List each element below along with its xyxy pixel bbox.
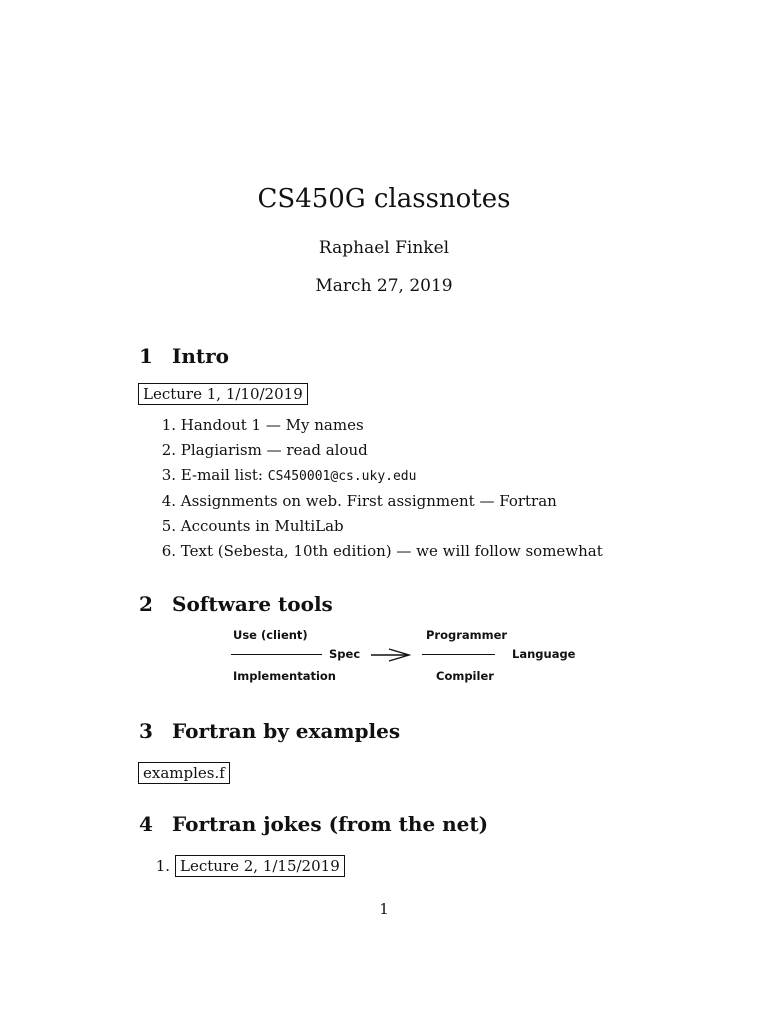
diagram-label-compiler: Compiler	[436, 669, 494, 683]
email-address: CS450001@cs.uky.edu	[267, 469, 417, 485]
list-item: 5. Accounts in MultiLab	[161, 516, 344, 535]
document-date: March 27, 2019	[315, 276, 453, 296]
diagram-label-programmer: Programmer	[426, 628, 508, 642]
diagram-label-spec: Spec	[329, 647, 361, 661]
diagram-label-implementation: Implementation	[233, 669, 336, 683]
lecture-2-box: Lecture 2, 1/15/2019	[175, 855, 345, 877]
section-title: Software tools	[172, 592, 333, 616]
section-title: Fortran by examples	[172, 719, 401, 743]
section-number: 3	[139, 719, 153, 743]
section-number: 1	[139, 344, 153, 368]
section-heading-fortran-examples	[139, 719, 400, 743]
section-title: Intro	[172, 344, 230, 368]
arrow-icon	[371, 649, 409, 661]
list-item: 1. Handout 1 — My names	[161, 416, 364, 434]
list-item: 3. E-mail list: CS450001@cs.uky.edu	[161, 466, 417, 485]
diagram-label-language: Language	[512, 647, 576, 661]
document-title: CS450G classnotes	[257, 184, 511, 214]
section-heading-fortran-jokes	[139, 812, 488, 836]
section-number: 4	[139, 812, 153, 836]
list-item: 2. Plagiarism — read aloud	[161, 441, 368, 460]
diagram-label-use-client: Use (client)	[233, 628, 308, 642]
list-item: 4. Assignments on web. First assignment — Fortran	[161, 491, 557, 510]
section-number: 2	[139, 592, 153, 616]
examples-file-box: examples.f	[138, 762, 230, 784]
list-item: 6. Text (Sebesta, 10th edition) — we will follow somewhat	[161, 541, 603, 560]
intro-list	[140, 415, 603, 566]
section-title: Fortran jokes (from the net)	[172, 812, 489, 836]
document-author: Raphael Finkel	[318, 238, 450, 258]
lecture-1-box: Lecture 1, 1/10/2019	[138, 383, 308, 405]
section-heading-software-tools	[139, 592, 333, 616]
jokes-list-number: 1.	[155, 857, 170, 875]
section-heading-intro	[139, 344, 229, 368]
page-number: 1	[379, 900, 389, 918]
